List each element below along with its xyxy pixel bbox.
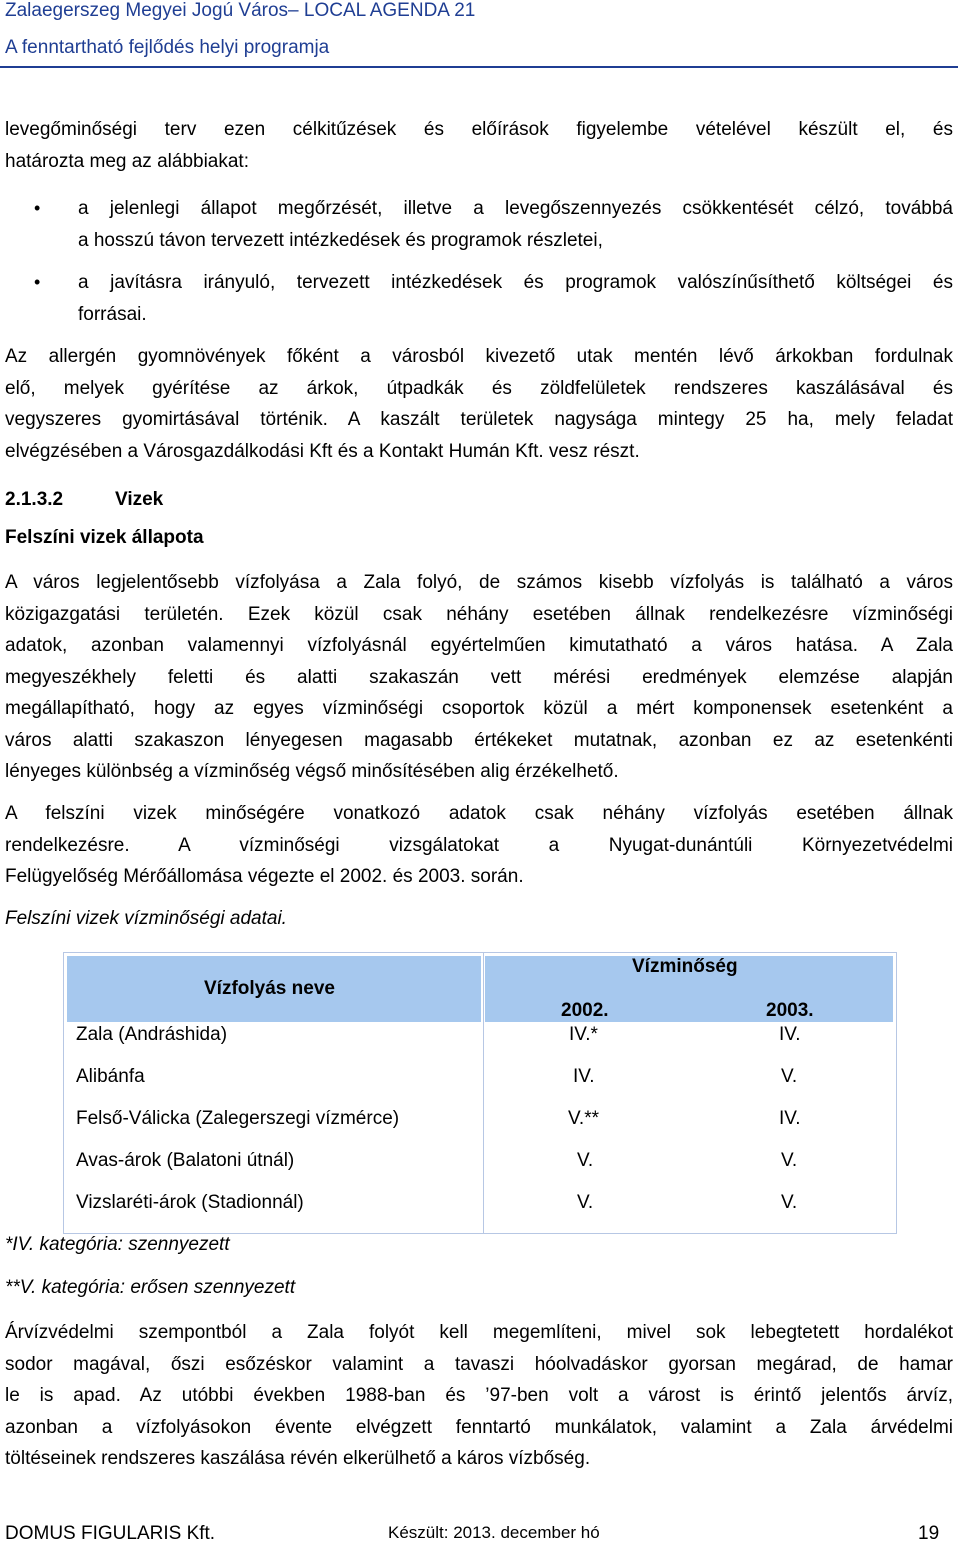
- measurement-paragraph: [5, 798, 953, 893]
- bullet-item: [78, 267, 953, 330]
- text-line: vegyszeres gyomirtásával történik. A kaszált területek nagysága mintegy 25 ha, mely feladat: [5, 409, 953, 430]
- text-line: a jelenlegi állapot megőrzését, illetve a levegőszennyezés csökkentését célzó, továbbá: [78, 198, 953, 219]
- row-name: Avas-árok (Balatoni útnál): [76, 1150, 295, 1171]
- text-line: rendelkezésre. A vízminőségi vizsgálatokat a Nyugat-dunántúli Környezetvédelmi: [5, 834, 953, 856]
- text-line: A város legjelentősebb vízfolyása a Zala folyó, de számos kisebb vízfolyás is található a város: [5, 572, 953, 593]
- text-line: határozta meg az alábbiakat:: [5, 150, 249, 172]
- table-footnote: *IV. kategória: szennyezett: [5, 1234, 230, 1255]
- row-name: Vizslaréti-árok (Stadionnál): [76, 1192, 304, 1213]
- row-value-2003: V.: [781, 1150, 798, 1171]
- table-footnote: **V. kategória: erősen szennyezett: [5, 1277, 296, 1298]
- text-line: elő, melyek gyérítése az árkok, útpadkák és zöldfelületek rendszeres kaszálásával és: [5, 377, 953, 399]
- row-value-2002: IV.*: [569, 1024, 598, 1045]
- text-line: Árvízvédelmi szempontból a Zala folyót kell megemlíteni, mivel sok lebegtetett hordalékot: [5, 1322, 953, 1343]
- section-title: Vizek: [115, 489, 164, 510]
- footer-date: Készült: 2013. december hó: [388, 1523, 600, 1542]
- header-quality: Vízminőség: [632, 956, 738, 977]
- text-line: Felügyelőség Mérőállomása végezte el 2002. és 2003. során.: [5, 866, 524, 887]
- text-line: le is apad. Az utóbbi években 1988-ban és ’97-ben volt a várost is érintő jelentős árvíz,: [5, 1385, 953, 1406]
- row-value-2003: IV.: [779, 1108, 801, 1129]
- row-name: Zala (Andráshida): [76, 1024, 228, 1045]
- intro-paragraph: [5, 114, 953, 177]
- page-number: 19: [918, 1523, 940, 1544]
- text-line: lényeges különbség a vízminőség végső minősítésében alig érzékelhető.: [5, 761, 619, 782]
- section-number: 2.1.3.2: [5, 489, 64, 510]
- row-value-2003: V.: [781, 1192, 798, 1213]
- text-line: város alatti szakaszon lényegesen magasabb értékeket mutatnak, azonban ez az esetenkénti: [5, 729, 953, 751]
- text-line: sodor magával, őszi esőzéskor valamint a tavaszi hóolvadáskor gyorsan megárad, de hamar: [5, 1353, 953, 1375]
- row-name: Alibánfa: [76, 1066, 145, 1087]
- text-line: megyeszékhely feletti és alatti szakaszán vett mérési eredmények elemzése alapján: [5, 666, 953, 688]
- row-value-2003: IV.: [779, 1024, 801, 1045]
- text-line: elvégzésében a Városgazdálkodási Kft és a Kontakt Humán Kft. vesz részt.: [5, 440, 640, 462]
- text-line: forrásai.: [78, 303, 147, 325]
- bullet-icon: •: [34, 272, 41, 292]
- text-line: Az allergén gyomnövények főként a városból kivezető utak mentén lévő árkokban fordulnak: [5, 346, 953, 367]
- water-quality-table: [63, 952, 897, 1234]
- footer-company: DOMUS FIGULARIS Kft.: [5, 1523, 216, 1544]
- text-line: levegőminőségi terv ezen célkitűzések és előírások figyelembe vételével készült el, és: [5, 119, 953, 140]
- text-line: a javításra irányuló, tervezett intézkedések és programok valószínűsíthető költségei és: [78, 272, 953, 293]
- row-value-2002: V.: [577, 1150, 594, 1171]
- column-divider: [483, 953, 484, 1233]
- text-line: adatok, azonban valamennyi vízfolyásnál egyértelműen kimutatható a város hatása. A Zala: [5, 635, 953, 656]
- allergen-paragraph: [5, 341, 953, 467]
- text-line: közigazgatási területén. Ezek közül csak néhány esetében állnak rendelkezésre vízminőségi: [5, 603, 953, 625]
- text-line: a hosszú távon tervezett intézkedések és programok részletei,: [78, 229, 603, 251]
- header-year-2002: 2002.: [561, 1000, 609, 1021]
- flood-paragraph: [5, 1317, 953, 1475]
- text-line: azonban a vízfolyásokon évente elvégzett fenntartó munkálatok, valamint a Zala árvédelmi: [5, 1416, 953, 1438]
- bullet-icon: •: [34, 198, 41, 218]
- row-value-2002: IV.: [573, 1066, 595, 1087]
- header-name: Vízfolyás neve: [204, 978, 335, 999]
- table-caption: Felszíni vizek vízminőségi adatai.: [5, 908, 287, 929]
- header-year-2003: 2003.: [766, 1000, 814, 1021]
- text-line: töltéseinek rendszeres kaszálása révén elkerülhető a káros vízbőség.: [5, 1448, 591, 1469]
- row-name: Felső-Válicka (Zalegerszegi vízmérce): [76, 1108, 400, 1129]
- header-subtitle: A fenntartható fejlődés helyi programja: [5, 37, 330, 58]
- header-title: Zalaegerszeg Megyei Jogú Város– LOCAL AGENDA 21: [5, 0, 476, 21]
- text-line: megállapítható, hogy az egyes vízminőségi csoportok közül a mért komponensek esetenként a: [5, 698, 953, 719]
- header-divider: [0, 66, 958, 68]
- bullet-item: [78, 193, 953, 256]
- row-value-2002: V.**: [568, 1108, 599, 1129]
- section-subtitle: Felszíni vizek állapota: [5, 527, 204, 548]
- water-paragraph: [5, 567, 953, 788]
- row-value-2002: V.: [577, 1192, 594, 1213]
- text-line: A felszíni vizek minőségére vonatkozó adatok csak néhány vízfolyás esetében állnak: [5, 803, 953, 824]
- row-value-2003: V.: [781, 1066, 798, 1087]
